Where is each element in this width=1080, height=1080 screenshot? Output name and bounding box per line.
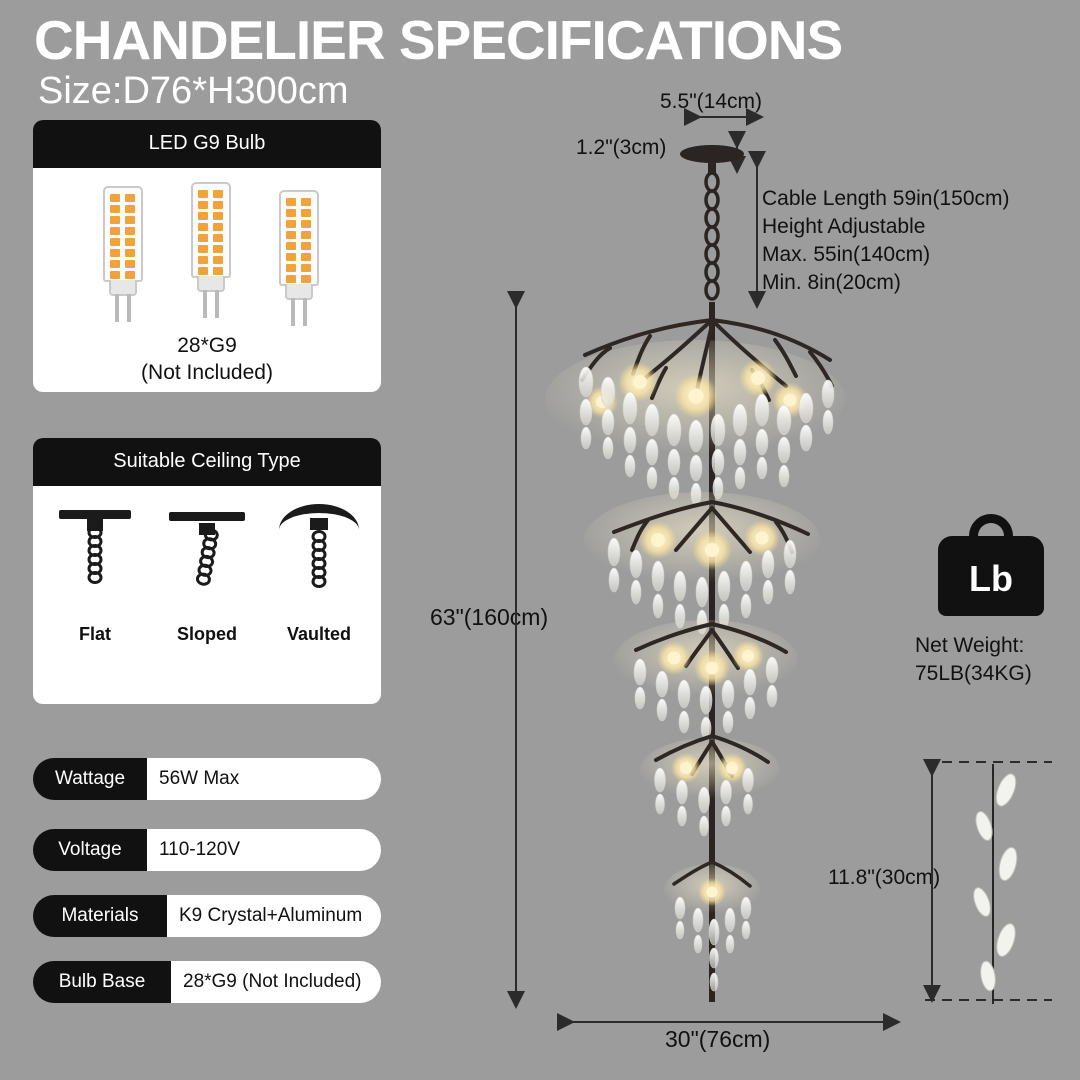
bulb-count-label: 28*G9 bbox=[177, 334, 237, 357]
led-bulb-card bbox=[33, 120, 381, 392]
cable-length-line3: Max. 55in(140cm) bbox=[762, 243, 931, 266]
chandelier-tier-2 bbox=[584, 492, 820, 634]
weight-icon-label: Lb bbox=[969, 558, 1013, 599]
ceiling-type-label: Sloped bbox=[176, 624, 237, 644]
chandelier-tier-1 bbox=[545, 320, 845, 505]
g9-bulb-icon bbox=[95, 186, 151, 324]
chandelier-tier-3 bbox=[614, 620, 798, 739]
spec-value: 28*G9 (Not Included) bbox=[171, 961, 381, 1003]
canopy-height-label: 1.2"(3cm) bbox=[576, 136, 667, 159]
ceiling-type-sloped bbox=[153, 504, 261, 645]
fixture-width-label: 30"(76cm) bbox=[665, 1026, 771, 1052]
ceiling-type-card-header: Suitable Ceiling Type bbox=[33, 438, 381, 486]
net-weight-block bbox=[915, 632, 1032, 688]
page-title: CHANDELIER SPECIFICATIONS bbox=[34, 9, 843, 71]
spec-value: 56W Max bbox=[147, 758, 381, 800]
spec-row-bulb-base bbox=[33, 961, 381, 1003]
cable-length-line1: Cable Length 59in(150cm) bbox=[762, 187, 1010, 210]
ceiling-type-illustrations bbox=[33, 486, 381, 646]
spec-row-voltage bbox=[33, 829, 381, 871]
sloped-ceiling-icon bbox=[153, 504, 261, 622]
spec-key: Voltage bbox=[33, 829, 147, 871]
vaulted-ceiling-icon bbox=[265, 504, 373, 622]
weight-bag-icon bbox=[938, 510, 1044, 616]
ceiling-type-flat bbox=[41, 504, 149, 645]
chandelier-illustration bbox=[490, 120, 910, 1040]
ceiling-type-label: Vaulted bbox=[286, 624, 352, 644]
crystal-strand-detail bbox=[928, 760, 1058, 1010]
spec-key: Materials bbox=[33, 895, 167, 937]
ceiling-type-label: Flat bbox=[78, 624, 111, 644]
ceiling-type-card bbox=[33, 438, 381, 704]
g9-bulb-icon bbox=[271, 190, 327, 328]
fixture-height-label: 63"(160cm) bbox=[430, 604, 549, 630]
spec-value: 110-120V bbox=[147, 829, 381, 871]
led-bulb-card-header: LED G9 Bulb bbox=[33, 120, 381, 168]
g9-bulb-icon bbox=[183, 182, 239, 320]
net-weight-line1: Net Weight: bbox=[915, 634, 1025, 657]
canopy-width-label: 5.5"(14cm) bbox=[660, 90, 762, 113]
bulb-included-label: (Not Included) bbox=[141, 361, 273, 384]
spec-key: Wattage bbox=[33, 758, 147, 800]
crystal-detail-label: 11.8"(30cm) bbox=[828, 866, 941, 889]
spec-row-wattage bbox=[33, 758, 381, 800]
spec-key: Bulb Base bbox=[33, 961, 171, 1003]
page-subtitle: Size:D76*H300cm bbox=[38, 70, 349, 112]
net-weight-line2: 75LB(34KG) bbox=[915, 662, 1032, 685]
ceiling-type-vaulted bbox=[265, 504, 373, 645]
cable-length-line4: Min. 8in(20cm) bbox=[762, 271, 901, 294]
spec-value: K9 Crystal+Aluminum bbox=[167, 895, 381, 937]
cable-length-line2: Height Adjustable bbox=[762, 215, 926, 238]
flat-ceiling-icon bbox=[41, 504, 149, 622]
bulb-illustration-row bbox=[33, 182, 381, 332]
spec-row-materials bbox=[33, 895, 381, 937]
